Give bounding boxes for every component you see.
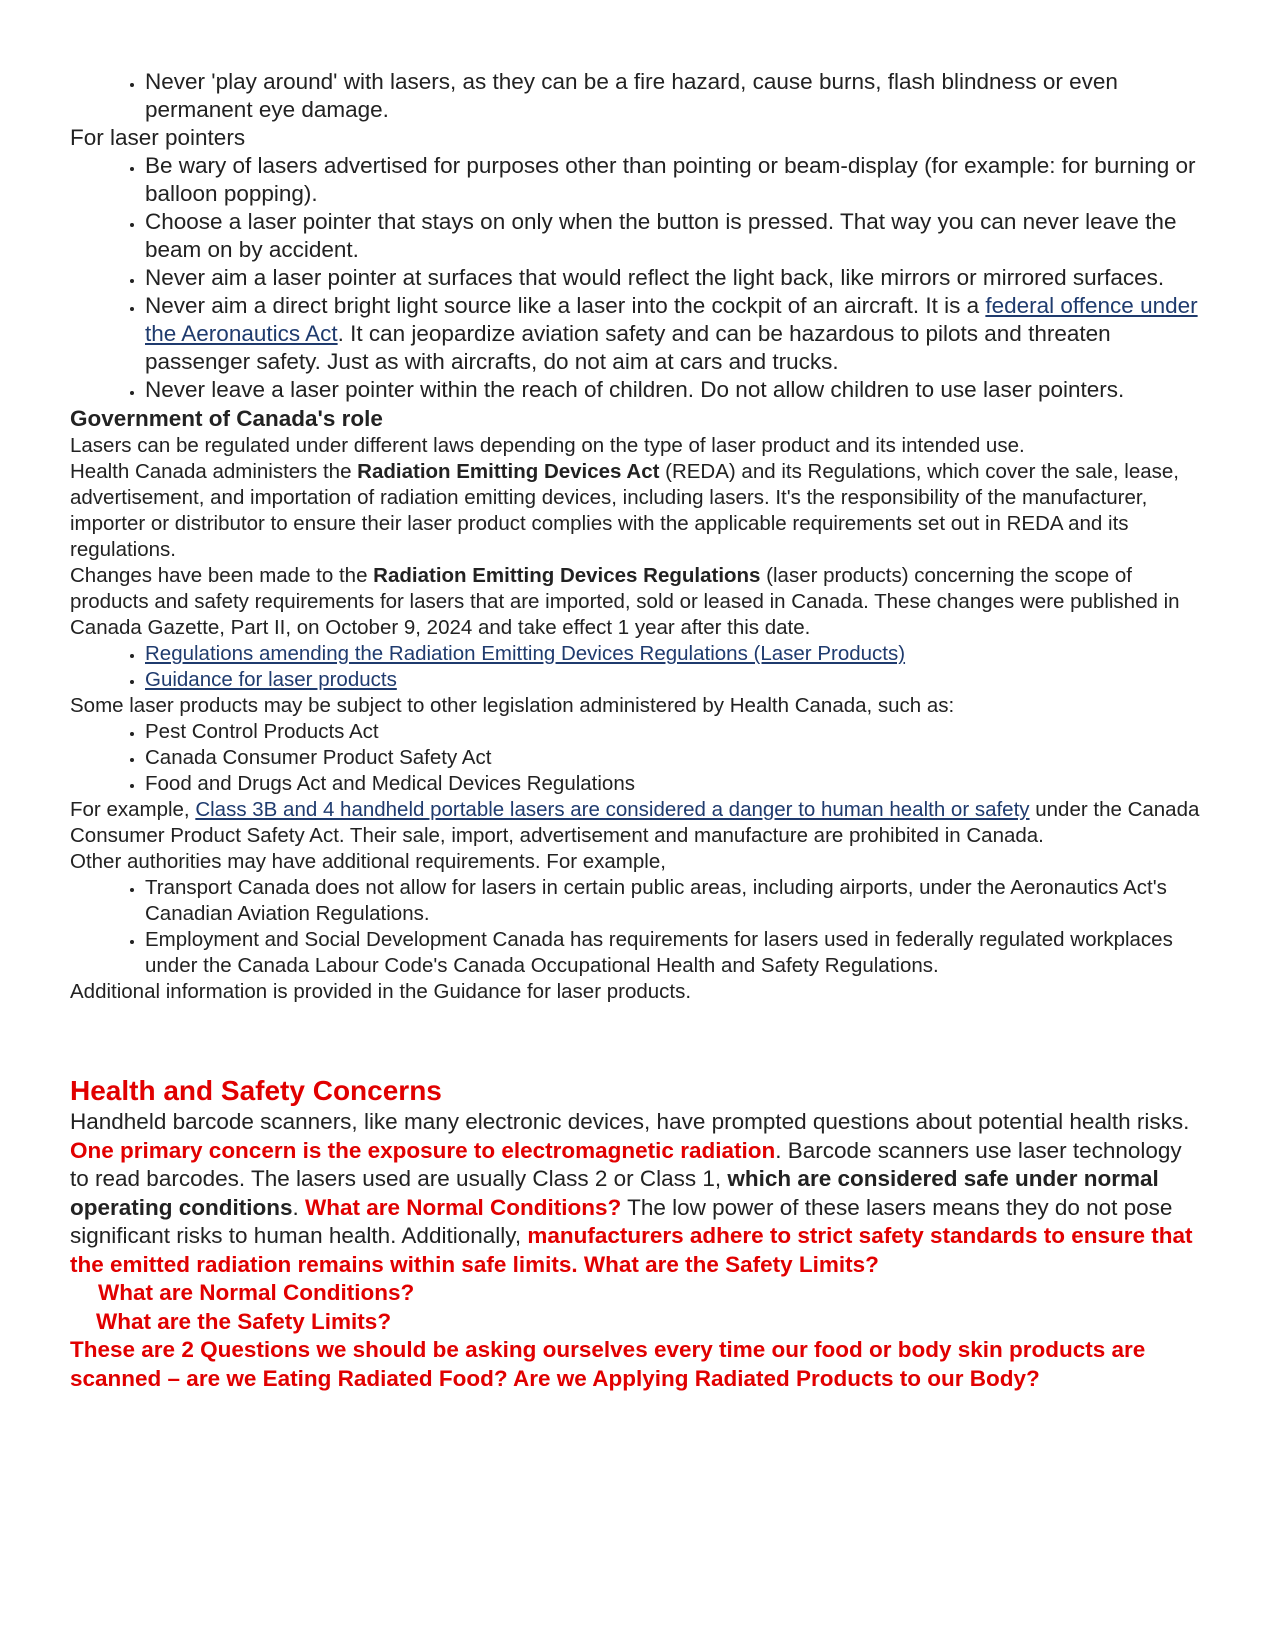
text: . It can jeopardize aviation safety and can be hazardous to pilots and threaten passenger safety. Just as with aircrafts, do not aim at cars and trucks. (145, 321, 1111, 374)
text: (laser products) concerning the scope of products and safety requirements for lasers that are imported, sold or leased in Canada. These changes were published in Canada Gazette, Part II, on October 9, 2024 and take effect 1 year after this date. (70, 564, 1180, 639)
list-item: • Pest Control Products Act (145, 719, 1205, 745)
closing-statement: These are 2 Questions we should be asking ourselves every time our food or body skin products are scanned – are we Eating Radiated Food? Are we Applying Radiated Products to our Body? (70, 1337, 1146, 1391)
laser-pointer-list (70, 152, 1205, 404)
list-item: • Canada Consumer Product Safety Act (145, 745, 1205, 771)
class-3b-4-link[interactable]: Class 3B and 4 handheld portable lasers are considered a danger to human health or safety (195, 798, 1030, 821)
document-page (70, 68, 1205, 1393)
list-item: • Never aim a laser pointer at surfaces that would reflect the light back, like mirrors or mirrored surfaces. (145, 264, 1205, 292)
authorities-list (70, 875, 1205, 979)
aeronautics-act-link[interactable]: federal offence under the Aeronautics Act (145, 293, 1198, 346)
text: Never aim a direct bright light source like a laser into the cockpit of an aircraft. It is a (145, 293, 986, 318)
text: Changes have been made to the (70, 564, 374, 587)
highlight-text: One primary concern is the exposure to electromagnetic radiation (70, 1137, 776, 1163)
text: under the Canada Consumer Product Safety Act. Their sale, import, advertisement and manufacture are prohibited in Canada. (70, 798, 1200, 847)
regulations-bold: Radiation Emitting Devices Regulations (373, 564, 761, 587)
paragraph (70, 797, 1205, 849)
list-item: • Employment and Social Development Canada has requirements for lasers used in federally regulated workplaces under the Canada Labour Code's Canada Occupational Health and Safety Regulations. (145, 927, 1205, 979)
question-normal-conditions: What are Normal Conditions? (98, 1280, 415, 1305)
list-item: • Food and Drugs Act and Medical Devices Regulations (145, 771, 1205, 797)
laser-pointers-heading: For laser pointers (70, 125, 246, 150)
health-safety-heading: Health and Safety Concerns (70, 1075, 442, 1106)
acts-list (70, 719, 1205, 797)
health-paragraph (70, 1108, 1205, 1279)
text: The low power of these lasers means they do not pose significant risks to human health. Additionally, (70, 1194, 1173, 1248)
paragraph: Lasers can be regulated under different laws depending on the type of laser product and its intended use. (70, 434, 1025, 457)
list-item: • Choose a laser pointer that stays on only when the button is pressed. That way you can never leave the beam on by accident. (145, 208, 1205, 264)
highlight-text: What are Normal Conditions? (305, 1194, 622, 1220)
list-item (145, 641, 1205, 667)
text: Health Canada administers the (70, 460, 358, 483)
government-section (70, 433, 1205, 1005)
highlight-text: manufacturers adhere to strict safety standards to ensure that the emitted radiation remains within safe limits. What are the Safety Limits? (70, 1223, 1193, 1277)
list-item: • Be wary of lasers advertised for purposes other than pointing or beam-display (for example: for burning or balloon popping). (145, 152, 1205, 208)
bold-text: which are considered safe under normal operating conditions (70, 1166, 1159, 1220)
paragraph: Additional information is provided in the Guidance for laser products. (70, 980, 692, 1003)
list-item (145, 667, 1205, 693)
list-item: • Never leave a laser pointer within the reach of children. Do not allow children to use laser pointers. (145, 376, 1205, 404)
regulations-amending-link[interactable]: Regulations amending the Radiation Emitting Devices Regulations (Laser Products) (145, 642, 906, 665)
government-heading: Government of Canada's role (70, 406, 383, 431)
regulation-links-list (70, 641, 1205, 693)
reda-bold: Radiation Emitting Devices Act (357, 460, 660, 483)
list-item: • Transport Canada does not allow for lasers in certain public areas, including airports, under the Aeronautics Act's Canadian Aviation Regulations. (145, 875, 1205, 927)
question-safety-limits: What are the Safety Limits? (96, 1308, 392, 1334)
paragraph (70, 459, 1205, 563)
text: For example, (70, 798, 196, 821)
list-item-aircraft (145, 292, 1205, 376)
guidance-link[interactable]: Guidance for laser products (145, 668, 397, 691)
top-bullet-list (70, 68, 1205, 124)
text: . (292, 1194, 306, 1220)
paragraph: Some laser products may be subject to other legislation administered by Health Canada, such as: (70, 694, 955, 717)
list-item: • Never 'play around' with lasers, as they can be a fire hazard, cause burns, flash blindness or even permanent eye damage. (145, 68, 1205, 124)
text: Handheld barcode scanners, like many electronic devices, have prompted questions about potential health risks. (70, 1109, 1190, 1134)
text: . Barcode scanners use laser technology to read barcodes. The lasers used are usually Class 2 or Class 1, (70, 1137, 1182, 1191)
paragraph: Other authorities may have additional requirements. For example, (70, 850, 666, 873)
text: (REDA) and its Regulations, which cover the sale, lease, advertisement, and importation of radiation emitting devices, including lasers. It's the responsibility of the manufacturer, importer or distributor to ensure their laser product complies with the applicable requirements set out in REDA and its regulations. (70, 460, 1179, 561)
paragraph (70, 563, 1205, 641)
